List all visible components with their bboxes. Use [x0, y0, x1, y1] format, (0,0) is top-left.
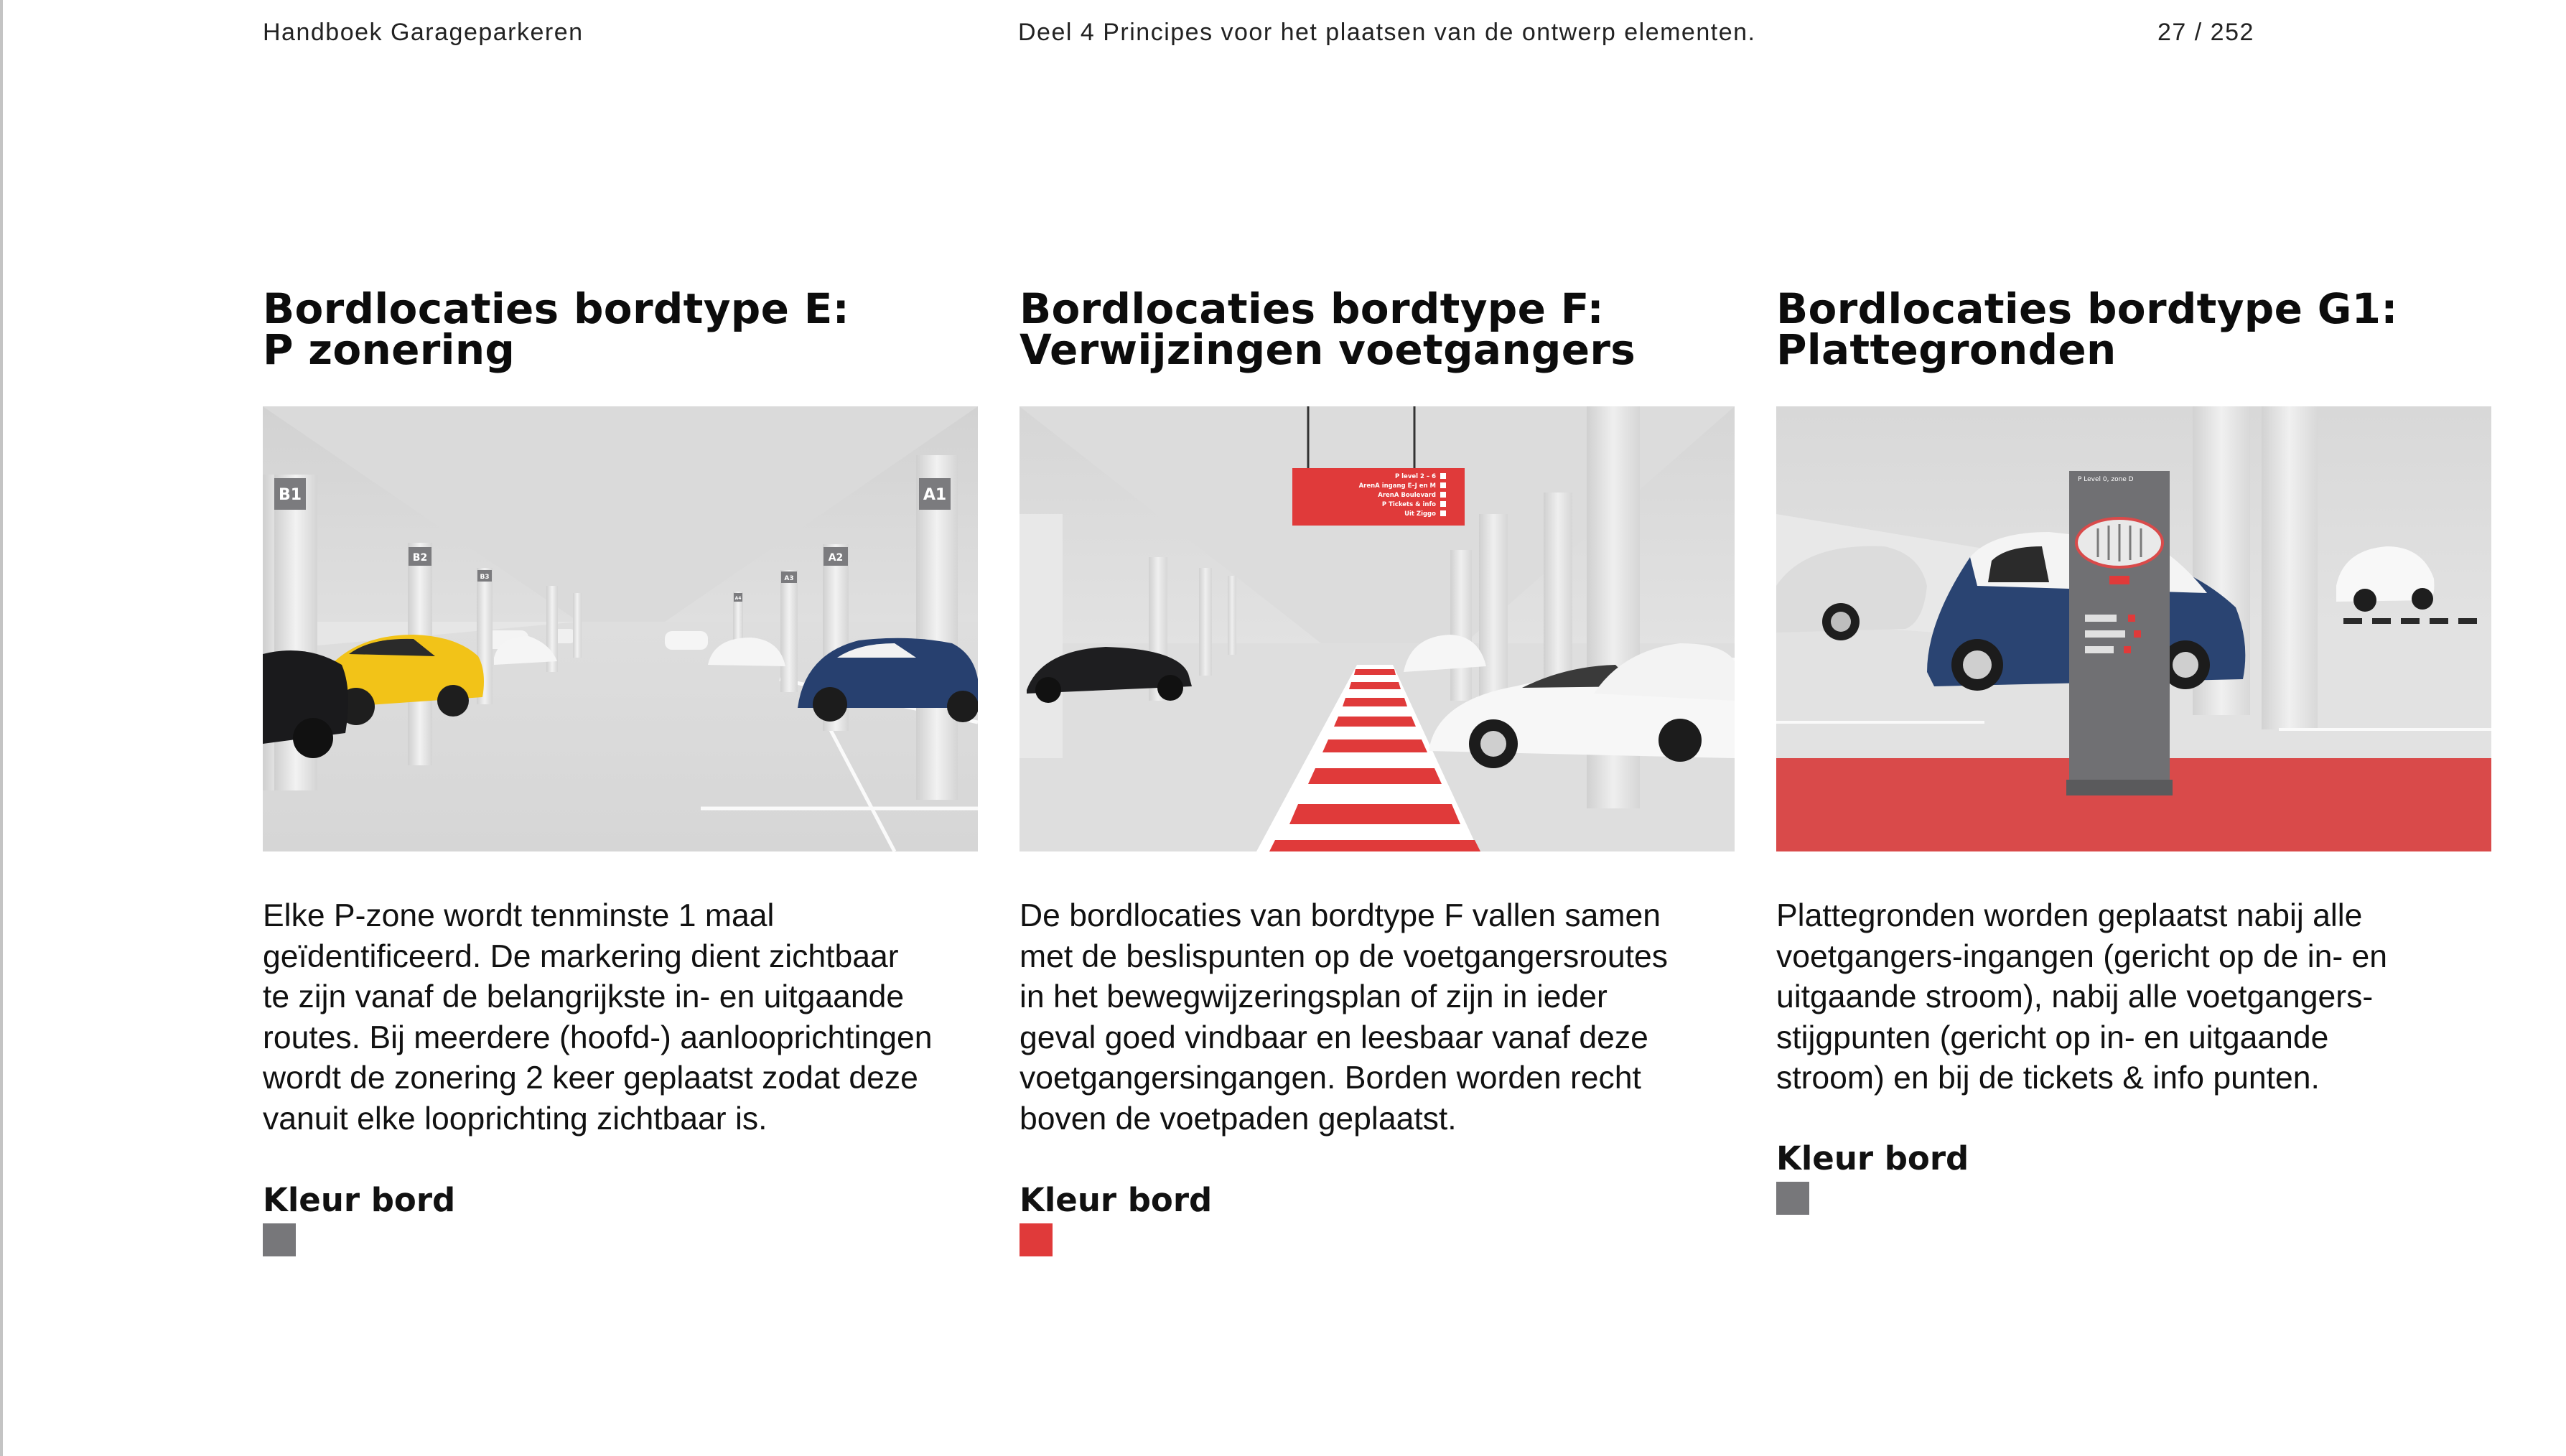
color-swatch-red [1020, 1223, 1053, 1256]
body-line: voetgangers-ingangen (gericht op de in- en [1776, 938, 2388, 974]
body-line: routes. Bij meerdere (hoofd-) aanlooprichtingen [263, 1019, 933, 1055]
column-body-text [1776, 896, 2501, 1099]
sign-line-5: Uit Ziggo [1404, 510, 1436, 518]
body-line: geval goed vindbaar en leesbaar vanaf deze [1020, 1019, 1648, 1055]
kleur-bord-label: Kleur bord [1020, 1181, 1213, 1219]
column-bordtype-f [1020, 284, 1737, 1219]
column-title-line-1: Bordlocaties bordtype G1: [1776, 284, 2398, 333]
photo-verwijzingen-voetgangers [1020, 406, 1735, 851]
column-title-line-2: Plattegronden [1776, 325, 2117, 374]
body-line: stijgpunten (gericht op in- en uitgaande [1776, 1019, 2329, 1055]
photo-plattegronden [1776, 406, 2491, 851]
body-line: stroom) en bij de tickets & info punten. [1776, 1060, 2320, 1096]
color-swatch-grey [1776, 1182, 1809, 1215]
sign-line-4: P Tickets & info [1381, 501, 1436, 508]
body-line: uitgaande stroom), nabij alle voetgangers- [1776, 979, 2374, 1014]
kleur-bord-label: Kleur bord [263, 1181, 456, 1219]
running-header-section: Deel 4 Principes voor het plaatsen van de ontwerp elementen. [1018, 19, 1756, 46]
column-bordtype-g1 [1776, 284, 2494, 1177]
column-bordtype-e [263, 284, 981, 1219]
body-line: Elke P-zone wordt tenminste 1 maal [263, 898, 775, 933]
totem-label: P Level 0, zone D [2078, 476, 2134, 483]
pillar-label-a2: A2 [828, 552, 844, 564]
body-line: voetgangersingangen. Borden worden recht [1020, 1060, 1641, 1096]
column-title [1776, 284, 2494, 374]
body-line: vanuit elke looprichting zichtbaar is. [263, 1101, 768, 1137]
pillar-label-b2: B2 [412, 552, 428, 564]
kleur-bord-label: Kleur bord [1776, 1139, 1969, 1177]
garage-render-zonering [263, 406, 978, 851]
column-title-line-2: Verwijzingen voetgangers [1020, 325, 1636, 374]
column-title-line-1: Bordlocaties bordtype E: [263, 284, 850, 333]
garage-render-floorplan-totem [1776, 406, 2491, 851]
pillar-label-b3: B3 [480, 574, 490, 581]
color-swatch-grey [263, 1223, 296, 1256]
sign-line-1: P level 2 – 6 [1394, 473, 1436, 480]
column-title [1020, 284, 1737, 374]
body-line: wordt de zonering 2 keer geplaatst zodat deze [263, 1060, 918, 1096]
pillar-label-a4: A4 [734, 596, 742, 601]
page-number: 27 / 252 [2157, 19, 2254, 46]
body-line: Plattegronden worden geplaatst nabij alle [1776, 898, 2363, 933]
body-line: in het bewegwijzeringsplan of zijn in ieder [1020, 979, 1608, 1014]
column-body-text [1020, 896, 1745, 1139]
body-line: boven de voetpaden geplaatst. [1020, 1101, 1457, 1137]
sign-line-3: ArenA Boulevard [1378, 492, 1436, 499]
body-line: met de beslispunten op de voetgangersroutes [1020, 938, 1668, 974]
page-edge-rule [0, 0, 3, 1456]
column-title-line-2: P zonering [263, 325, 515, 374]
body-line: te zijn vanaf de belangrijkste in- en uitgaande [263, 979, 905, 1014]
body-line: geïdentificeerd. De markering dient zichtbaar [263, 938, 899, 974]
pillar-label-a3: A3 [784, 575, 794, 582]
column-title-line-1: Bordlocaties bordtype F: [1020, 284, 1604, 333]
sign-line-2: ArenA ingang E–J en M [1358, 482, 1436, 490]
pillar-label-b1: B1 [278, 486, 302, 504]
body-line: De bordlocaties van bordtype F vallen samen [1020, 898, 1661, 933]
pillar-label-a1: A1 [923, 486, 947, 504]
running-header-title: Handboek Garageparkeren [263, 19, 584, 46]
column-body-text [263, 896, 988, 1139]
photo-p-zonering [263, 406, 978, 851]
garage-render-pedestrian-route [1020, 406, 1735, 851]
column-title [263, 284, 981, 374]
